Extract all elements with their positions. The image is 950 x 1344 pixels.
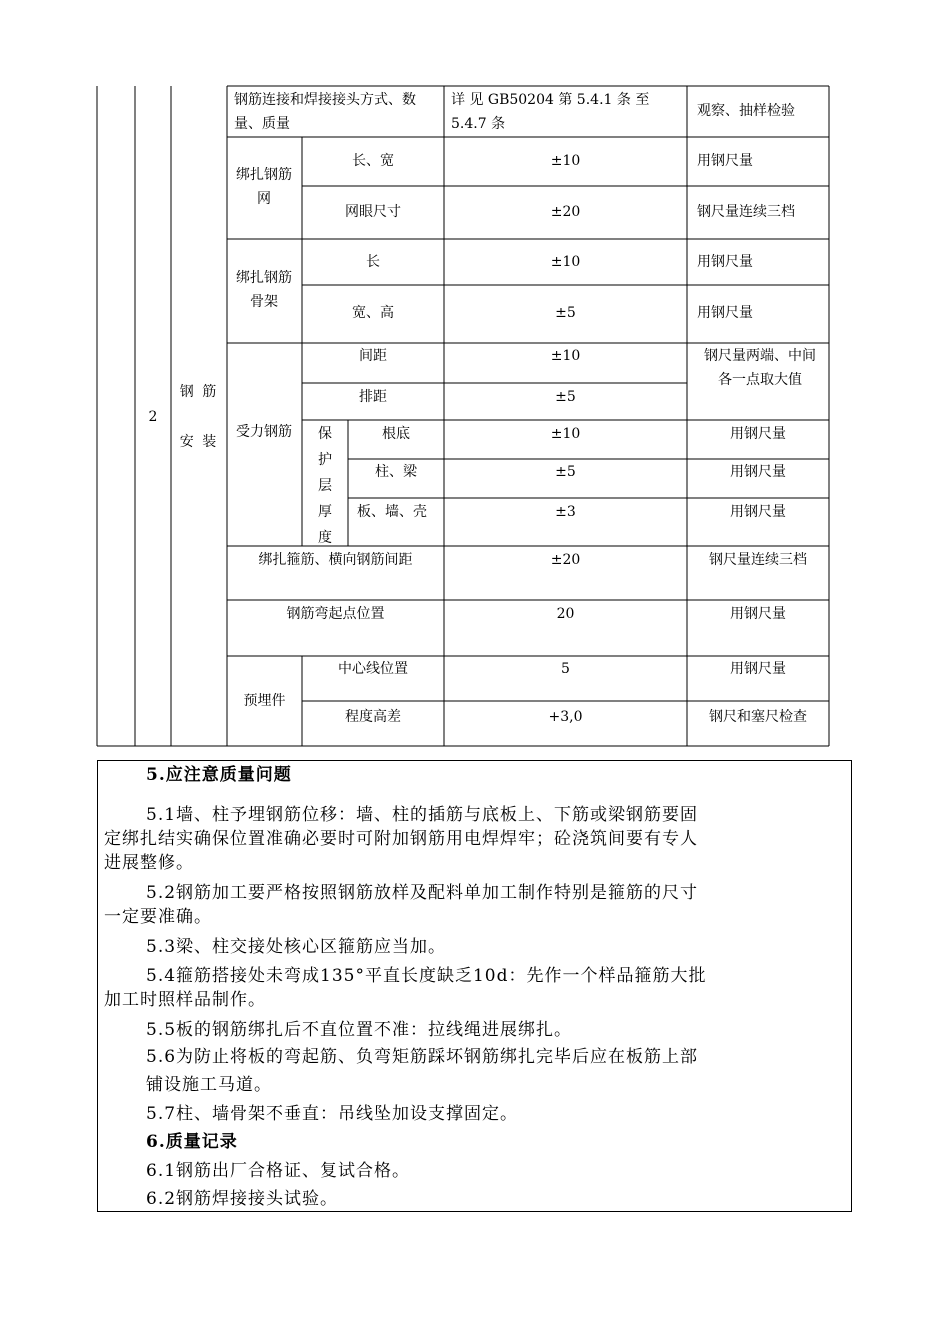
quality-notes-box — [97, 760, 852, 1212]
stirrup-label: 绑扎箍筋、横向钢筋间距 — [258, 552, 413, 568]
note-line: 5.4箍筋搭接处未弯成135°平直长度缺乏10d：先作一个样品箍筋大批 — [146, 966, 707, 986]
row-number: 2 — [148, 409, 158, 425]
mesh-lw-check: 用钢尺量 — [697, 153, 753, 169]
frame-length-check: 用钢尺量 — [697, 254, 753, 270]
note-line: 5.6为防止将板的弯起筋、负弯矩筋踩坏钢筋绑扎完毕后应在板筋上部 — [146, 1047, 699, 1067]
note-line: 一定要准确。 — [104, 907, 212, 927]
mesh-lw-label: 长、宽 — [352, 153, 394, 169]
cover-slab-label: 板、墙、壳 — [357, 504, 427, 520]
note-line: 6.1钢筋出厂合格证、复试合格。 — [146, 1161, 411, 1181]
frame-length-label: 长 — [366, 254, 380, 270]
section-6-heading: 6.质量记录 — [146, 1132, 238, 1152]
section-5-heading: 5.应注意质量问题 — [146, 765, 292, 785]
item-name-line2: 安 装 — [179, 434, 219, 450]
spacing-check: 钢尺量两端、中间各一点取大值 — [704, 348, 816, 388]
item-name-line1: 钢 筋 — [179, 384, 219, 400]
note-line: 5.1墙、柱予埋钢筋位移：墙、柱的插筋与底板上、下筋或梁钢筋要固 — [146, 805, 699, 825]
note-line: 铺设施工马道。 — [146, 1075, 272, 1095]
cover-column-label: 柱、梁 — [375, 464, 417, 480]
embed-height-check: 钢尺和塞尺检查 — [709, 709, 807, 725]
note-line: 定绑扎结实确保位置准确必要时可附加钢筋用电焊焊牢；砼浇筑间要有专人 — [104, 829, 698, 849]
frame-wh-check: 用钢尺量 — [697, 305, 753, 321]
joint-tolerance-cell: 详 见 GB50204 第 5.4.1 条 至 5.4.7 条 — [451, 92, 650, 132]
joint-check-cell: 观察、抽样检验 — [697, 103, 795, 119]
force-group-label: 受力钢筋 — [236, 424, 292, 440]
bend-check: 用钢尺量 — [730, 606, 786, 622]
stirrup-tolerance: ±20 — [550, 552, 581, 568]
note-line: 6.2钢筋焊接接头试验。 — [146, 1189, 339, 1209]
bend-tolerance: 20 — [556, 606, 575, 622]
mesh-eye-tolerance: ±20 — [550, 204, 581, 220]
cover-slab-tolerance: ±3 — [555, 504, 576, 520]
note-line: 5.5板的钢筋绑扎后不直位置不准：拉线绳进展绑扎。 — [146, 1020, 573, 1040]
frame-group-label: 绑扎钢筋骨架 — [236, 270, 292, 310]
embed-center-check: 用钢尺量 — [730, 661, 786, 677]
embed-height-label: 程度高差 — [345, 709, 401, 725]
spacing-label: 间距 — [359, 348, 387, 364]
stirrup-check: 钢尺量连续三档 — [709, 552, 807, 568]
cover-base-tolerance: ±10 — [550, 426, 581, 442]
spacing-tolerance: ±10 — [550, 348, 581, 364]
embed-center-label: 中心线位置 — [338, 661, 408, 677]
note-line: 5.3梁、柱交接处核心区箍筋应当加。 — [146, 937, 447, 957]
mesh-lw-tolerance: ±10 — [550, 153, 581, 169]
embed-group-label: 预埋件 — [243, 693, 286, 709]
note-line: 5.2钢筋加工要严格按照钢筋放样及配料单加工制作特别是箍筋的尺寸 — [146, 883, 699, 903]
note-line: 加工时照样品制作。 — [104, 990, 266, 1010]
frame-length-tolerance: ±10 — [550, 254, 581, 270]
embed-center-tolerance: 5 — [561, 661, 570, 677]
cover-slab-check: 用钢尺量 — [730, 504, 786, 520]
cover-column-check: 用钢尺量 — [730, 464, 786, 480]
embed-height-tolerance: +3,0 — [548, 709, 583, 725]
bend-label: 钢筋弯起点位置 — [286, 606, 385, 622]
mesh-eye-check: 钢尺量连续三档 — [697, 204, 795, 220]
cover-column-tolerance: ±5 — [555, 464, 576, 480]
cover-base-label: 根底 — [382, 426, 410, 442]
mesh-eye-label: 网眼尺寸 — [345, 204, 401, 220]
note-line: 5.7柱、墙骨架不垂直：吊线坠加设支撑固定。 — [146, 1104, 519, 1124]
frame-wh-tolerance: ±5 — [555, 305, 576, 321]
note-line: 进展整修。 — [104, 853, 194, 873]
joint-method-cell: 钢筋连接和焊接接头方式、数量、质量 — [234, 92, 416, 132]
row-spacing-tolerance: ±5 — [555, 389, 576, 405]
frame-wh-label: 宽、高 — [352, 305, 394, 321]
row-spacing-label: 排距 — [359, 389, 387, 405]
cover-base-check: 用钢尺量 — [730, 426, 786, 442]
mesh-group-label: 绑扎钢筋网 — [236, 167, 292, 207]
cover-group-label: 保护层厚度 — [318, 426, 332, 546]
